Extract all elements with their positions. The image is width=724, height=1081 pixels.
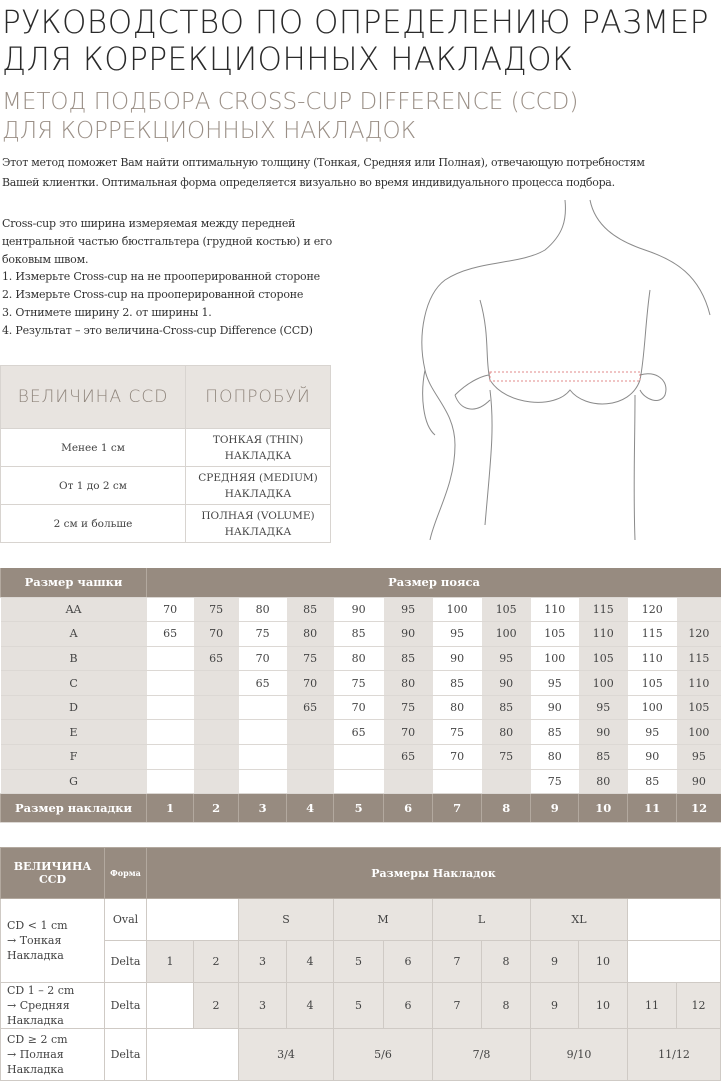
try-line: ПОЛНАЯ (VOLUME) — [201, 509, 315, 522]
pad-size: S — [239, 899, 334, 941]
ccd-label-line: → Тонкая — [7, 934, 62, 947]
band-size — [194, 695, 239, 720]
band-size-header: Размер пояса — [147, 568, 721, 597]
pad-size: 7/8 — [433, 1029, 531, 1081]
shape-delta: Delta — [105, 983, 147, 1029]
ccd-label — [1, 899, 105, 983]
band-size: 115 — [677, 646, 721, 671]
table-row — [1, 646, 722, 671]
band-size: 75 — [239, 622, 287, 647]
band-size: 105 — [677, 695, 721, 720]
method-step: 2. Измерьте Cross-cup на прооперированной стороне — [2, 288, 304, 302]
subtitle-line: ДЛЯ КОРРЕКЦИОННЫХ НАКЛАДОК — [2, 118, 417, 144]
band-size — [239, 720, 287, 745]
title-line: РУКОВОДСТВО ПО ОПРЕДЕЛЕНИЮ РАЗМЕР — [2, 3, 709, 41]
cup-size: AA — [1, 597, 147, 622]
method-line: Cross-cup это ширина измеряемая между передней — [2, 217, 296, 230]
band-size: 75 — [194, 597, 239, 622]
ccd-value: От 1 до 2 см — [1, 467, 186, 505]
table-row — [1, 429, 331, 467]
pad-size: 2 — [194, 983, 239, 1029]
band-size: 75 — [287, 646, 334, 671]
pad-size: 8 — [482, 983, 531, 1029]
empty-cell — [628, 899, 721, 941]
try-value — [186, 429, 331, 467]
pad-size: 1 — [147, 941, 194, 983]
band-size — [287, 769, 334, 794]
shape-delta: Delta — [105, 1029, 147, 1081]
band-size: 100 — [531, 646, 579, 671]
band-size — [194, 769, 239, 794]
band-size: 100 — [677, 720, 721, 745]
band-size: 90 — [531, 695, 579, 720]
band-size: 100 — [482, 622, 531, 647]
band-size: 95 — [628, 720, 677, 745]
pad-size: 12 — [677, 983, 721, 1029]
shape-delta: Delta — [105, 941, 147, 983]
band-size: 85 — [287, 597, 334, 622]
try-line: НАКЛАДКА — [224, 525, 292, 538]
band-size: 75 — [384, 695, 433, 720]
cup-size: F — [1, 745, 147, 770]
band-size — [147, 745, 194, 770]
empty-cell — [147, 983, 194, 1029]
band-size: 65 — [239, 671, 287, 696]
cup-size: D — [1, 695, 147, 720]
band-size — [147, 695, 194, 720]
method-step: 4. Результат – это величина-Cross-cup Difference (CCD) — [2, 323, 313, 337]
pad-size: 7 — [433, 941, 482, 983]
ccd-label — [1, 983, 105, 1029]
band-size: 75 — [433, 720, 482, 745]
pad-size: 4 — [287, 794, 334, 823]
method-instructions — [2, 215, 332, 340]
band-size: 115 — [579, 597, 628, 622]
table-row — [1, 769, 722, 794]
pad-size: 2 — [194, 794, 239, 823]
table-row — [1, 597, 722, 622]
pad-size: 1 — [147, 794, 194, 823]
pad-size: 5 — [334, 983, 384, 1029]
try-line: НАКЛАДКА — [224, 487, 292, 500]
pad-size: 7 — [433, 794, 482, 823]
band-size — [194, 720, 239, 745]
try-line: ТОНКАЯ (THIN) — [212, 433, 304, 446]
table-row — [1, 983, 721, 1029]
pad-size: 9 — [531, 794, 579, 823]
band-size: 105 — [628, 671, 677, 696]
pad-size: 12 — [677, 794, 721, 823]
size-table — [0, 568, 721, 823]
method-line: боковым швом. — [2, 252, 89, 266]
band-size: 80 — [239, 597, 287, 622]
pad-size: 5/6 — [334, 1029, 433, 1081]
band-size: 70 — [194, 622, 239, 647]
shape-header: Форма — [105, 848, 147, 899]
band-size: 100 — [433, 597, 482, 622]
band-size: 105 — [579, 646, 628, 671]
band-size: 65 — [194, 646, 239, 671]
band-size — [239, 745, 287, 770]
band-size — [384, 769, 433, 794]
band-size — [239, 769, 287, 794]
try-value — [186, 467, 331, 505]
cup-size: E — [1, 720, 147, 745]
band-size: 80 — [384, 671, 433, 696]
pad-size: L — [433, 899, 531, 941]
band-size: 75 — [334, 671, 384, 696]
band-size — [194, 671, 239, 696]
band-size: 75 — [482, 745, 531, 770]
band-size — [147, 646, 194, 671]
pad-size: 9 — [531, 983, 579, 1029]
band-size: 80 — [482, 720, 531, 745]
pad-size: 11/12 — [628, 1029, 721, 1081]
band-size — [239, 695, 287, 720]
band-size — [287, 745, 334, 770]
empty-cell — [147, 1029, 239, 1081]
try-header: ПОПРОБУЙ — [186, 366, 331, 429]
band-size: 90 — [334, 597, 384, 622]
method-line: центральной частью бюстгальтера (грудной костью) и его — [2, 234, 333, 248]
header-row — [1, 568, 722, 597]
band-size: 90 — [384, 622, 433, 647]
band-size: 85 — [384, 646, 433, 671]
ccd-header: ВЕЛИЧИНА CCD — [1, 848, 105, 899]
band-size: 110 — [677, 671, 721, 696]
page-title — [2, 4, 709, 78]
cup-size-header: Размер чашки — [1, 568, 147, 597]
header-row — [1, 848, 721, 899]
band-size — [433, 769, 482, 794]
pad-size: 2 — [194, 941, 239, 983]
ccd-value: 2 см и больше — [1, 505, 186, 543]
pad-size: 3 — [239, 983, 287, 1029]
band-size: 95 — [433, 622, 482, 647]
band-size: 110 — [531, 597, 579, 622]
band-size: 115 — [628, 622, 677, 647]
pad-size-label: Размер накладки — [1, 794, 147, 823]
table-row — [1, 467, 331, 505]
pad-size: 10 — [579, 941, 628, 983]
band-size: 105 — [482, 597, 531, 622]
band-size: 90 — [433, 646, 482, 671]
band-size: 105 — [531, 622, 579, 647]
band-size: 70 — [239, 646, 287, 671]
pad-size: 4 — [287, 941, 334, 983]
band-size: 65 — [147, 622, 194, 647]
table-row — [1, 505, 331, 543]
empty-cell — [628, 941, 721, 983]
ccd-label-line: Накладка — [7, 949, 64, 962]
intro-line: Этот метод поможет Вам найти оптимальную толщину (Тонкая, Средняя или Полная), отвечающую потребностям — [2, 156, 645, 169]
band-size: 65 — [287, 695, 334, 720]
pad-size: 3 — [239, 794, 287, 823]
band-size: 80 — [531, 745, 579, 770]
pad-size: 4 — [287, 983, 334, 1029]
cup-size: G — [1, 769, 147, 794]
band-size — [677, 597, 721, 622]
ccd-label-line: Накладка — [7, 1014, 64, 1027]
band-size: 80 — [433, 695, 482, 720]
pad-size: 11 — [628, 983, 677, 1029]
band-size — [194, 745, 239, 770]
band-size: 70 — [287, 671, 334, 696]
page-subtitle — [2, 88, 578, 146]
pad-table — [0, 847, 721, 1081]
band-size — [334, 745, 384, 770]
shape-oval: Oval — [105, 899, 147, 941]
ccd-label — [1, 1029, 105, 1081]
band-size: 100 — [579, 671, 628, 696]
band-size: 120 — [677, 622, 721, 647]
cup-size: A — [1, 622, 147, 647]
table-row — [1, 899, 721, 941]
ccd-label-line: CD 1 – 2 cm — [7, 984, 75, 997]
pad-size: XL — [531, 899, 628, 941]
table-row — [1, 745, 722, 770]
band-size: 95 — [531, 671, 579, 696]
table-row — [1, 941, 721, 983]
band-size: 90 — [628, 745, 677, 770]
table-row — [1, 671, 722, 696]
band-size — [147, 769, 194, 794]
table-row — [1, 695, 722, 720]
pad-size: 6 — [384, 983, 433, 1029]
ccd-label-line: CD < 1 cm — [7, 919, 68, 932]
band-size: 85 — [579, 745, 628, 770]
sizes-header: Размеры Накладок — [147, 848, 721, 899]
band-size: 85 — [334, 622, 384, 647]
band-size: 95 — [384, 597, 433, 622]
band-size: 90 — [482, 671, 531, 696]
ccd-header: ВЕЛИЧИНА CCD — [1, 366, 186, 429]
table-row — [1, 720, 722, 745]
band-size: 80 — [287, 622, 334, 647]
pad-size: 5 — [334, 941, 384, 983]
pad-size: 8 — [482, 794, 531, 823]
band-size: 90 — [579, 720, 628, 745]
intro-text — [2, 153, 724, 193]
try-line: НАКЛАДКА — [224, 449, 292, 462]
band-size — [147, 671, 194, 696]
pad-size: 7 — [433, 983, 482, 1029]
pad-size: 8 — [482, 941, 531, 983]
band-size: 90 — [677, 769, 721, 794]
empty-cell — [147, 899, 239, 941]
ccd-label-line: → Средняя — [7, 999, 70, 1012]
band-size: 65 — [384, 745, 433, 770]
band-size: 110 — [579, 622, 628, 647]
band-size: 120 — [628, 597, 677, 622]
band-size: 85 — [482, 695, 531, 720]
band-size: 95 — [579, 695, 628, 720]
method-step: 3. Отнимете ширину 2. от ширины 1. — [2, 305, 212, 319]
band-size: 70 — [334, 695, 384, 720]
pad-size: M — [334, 899, 433, 941]
pad-size: 9/10 — [531, 1029, 628, 1081]
pad-size: 10 — [579, 794, 628, 823]
table-row — [1, 622, 722, 647]
band-size: 70 — [147, 597, 194, 622]
band-size: 95 — [677, 745, 721, 770]
cup-size: B — [1, 646, 147, 671]
band-size: 85 — [628, 769, 677, 794]
try-line: СРЕДНЯЯ (MEDIUM) — [198, 471, 318, 484]
ccd-table — [0, 365, 331, 543]
ccd-label-line: → Полная — [7, 1048, 64, 1061]
pad-size: 3/4 — [239, 1029, 334, 1081]
band-size: 80 — [579, 769, 628, 794]
pad-size: 6 — [384, 794, 433, 823]
pad-size: 10 — [579, 983, 628, 1029]
band-size: 80 — [334, 646, 384, 671]
band-size: 85 — [433, 671, 482, 696]
measuring-illustration — [395, 195, 724, 540]
try-value — [186, 505, 331, 543]
band-size: 70 — [384, 720, 433, 745]
band-size — [287, 720, 334, 745]
band-size: 65 — [334, 720, 384, 745]
band-size: 75 — [531, 769, 579, 794]
pad-size: 6 — [384, 941, 433, 983]
ccd-label-line: Накладка — [7, 1063, 64, 1076]
band-size — [334, 769, 384, 794]
ccd-label-line: CD ≥ 2 cm — [7, 1033, 68, 1046]
band-size: 85 — [531, 720, 579, 745]
pad-size: 9 — [531, 941, 579, 983]
pad-size: 5 — [334, 794, 384, 823]
band-size: 110 — [628, 646, 677, 671]
band-size: 70 — [433, 745, 482, 770]
subtitle-line: МЕТОД ПОДБОРА CROSS-CUP DIFFERENCE (CCD) — [2, 89, 579, 115]
footer-row — [1, 794, 722, 823]
table-row — [1, 1029, 721, 1081]
method-step: 1. Измерьте Cross-cup на не прооперированной стороне — [2, 270, 320, 284]
ccd-value: Менее 1 см — [1, 429, 186, 467]
pad-size: 11 — [628, 794, 677, 823]
band-size — [482, 769, 531, 794]
title-line: ДЛЯ КОРРЕКЦИОННЫХ НАКЛАДОК — [2, 40, 574, 78]
pad-size: 3 — [239, 941, 287, 983]
intro-line: Вашей клиентки. Оптимальная форма определяется визуально во время индивидуального процесса подбора. — [2, 176, 615, 189]
cup-size: C — [1, 671, 147, 696]
band-size: 95 — [482, 646, 531, 671]
band-size — [147, 720, 194, 745]
band-size: 100 — [628, 695, 677, 720]
